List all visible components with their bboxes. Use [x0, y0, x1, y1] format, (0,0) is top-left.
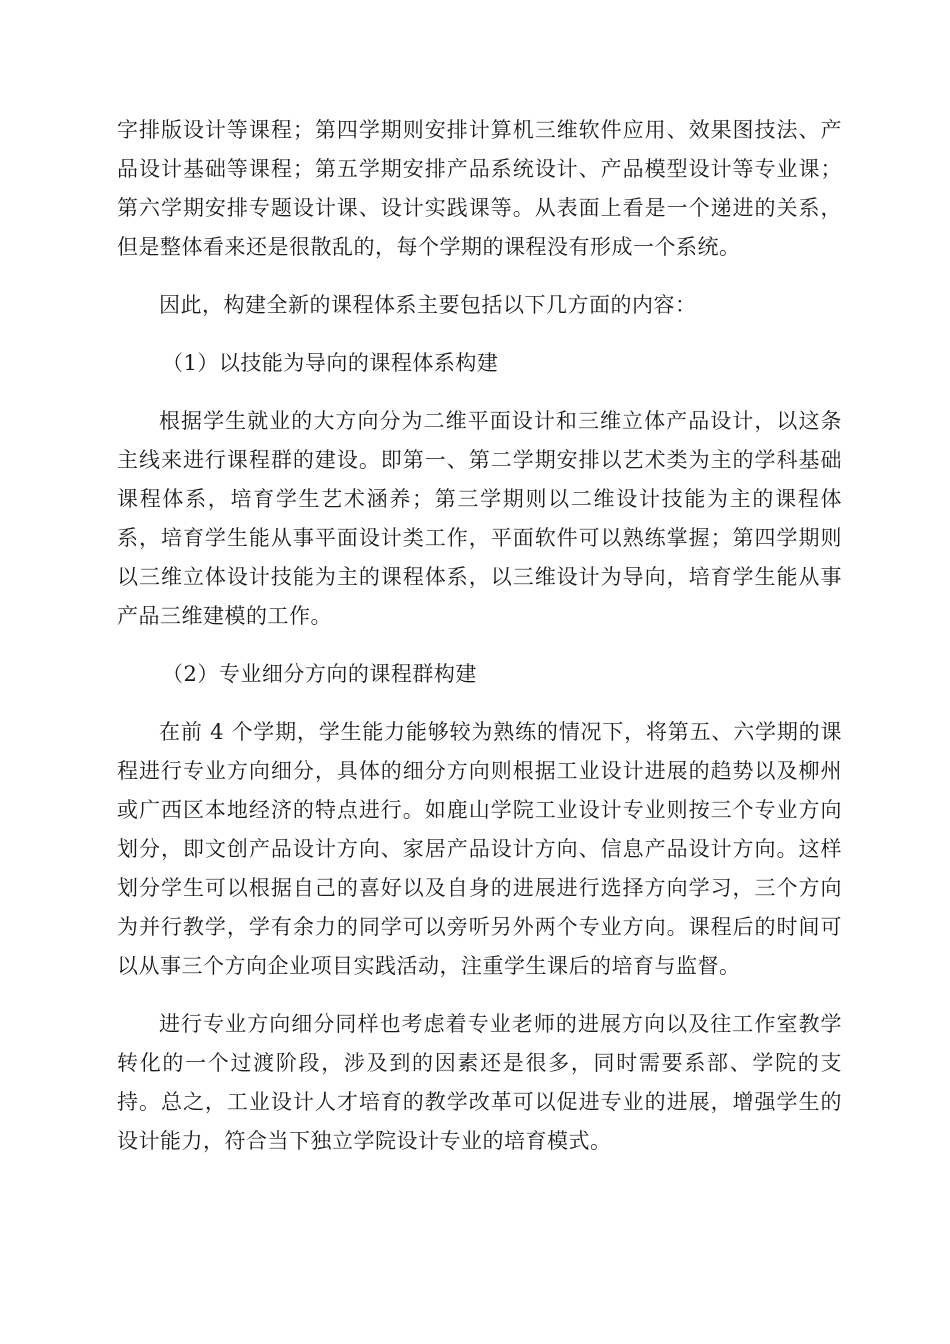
document-body	[117, 111, 842, 1180]
paragraph-2: 因此，构建全新的课程体系主要包括以下几方面的内容：	[159, 293, 697, 317]
paragraph-1: 字排版设计等课程；第四学期则安排计算机三维软件应用、效果图技法、产品设计基础等课程；第五学期安排产品系统设计、产品模型设计等专业课；第六学期安排专题设计课、设计实践课等。从表面上看是一个递进的关系，但是整体看来还是很散乱的，每个学期的课程没有形成一个系统。	[117, 118, 842, 259]
paragraph-4: 在前 4 个学期，学生能力能够较为熟练的情况下，将第五、六学期的课程进行专业方向细分，具体的细分方向则根据工业设计进展的趋势以及柳州或广西区本地经济的特点进行。如鹿山学院工业设计专业则按三个专业方向划分，即文创产品设计方向、家居产品设计方向、信息产品设计方向。这样划分学生可以根据自己的喜好以及自身的进展进行选择方向学习，三个方向为并行教学，学有余力的同学可以旁听另外两个专业方向。课程后的时间可以从事三个方向企业项目实践活动，注重学生课后的培育与监督。	[117, 720, 842, 978]
section-heading-2: （2）专业细分方向的课程群构建	[162, 662, 477, 686]
paragraph-3: 根据学生就业的大方向分为二维平面设计和三维立体产品设计，以这条主线来进行课程群的建设。即第一、第二学期安排以艺术类为主的学科基础课程体系，培育学生艺术涵养；第三学期则以二维设计技能为主的课程体系，培育学生能从事平面设计类工作，平面软件可以熟练掌握；第四学期则以三维立体设计技能为主的课程体系，以三维设计为导向，培育学生能从事产品三维建模的工作。	[117, 409, 842, 628]
paragraph-5: 进行专业方向细分同样也考虑着专业老师的进展方向以及往工作室教学转化的一个过渡阶段，涉及到的因素还是很多，同时需要系部、学院的支持。总之，工业设计人才培育的教学改革可以促进专业的进展，增强学生的设计能力，符合当下独立学院设计专业的培育模式。	[117, 1012, 842, 1153]
section-heading-1: （1）以技能为导向的课程体系构建	[162, 351, 499, 375]
